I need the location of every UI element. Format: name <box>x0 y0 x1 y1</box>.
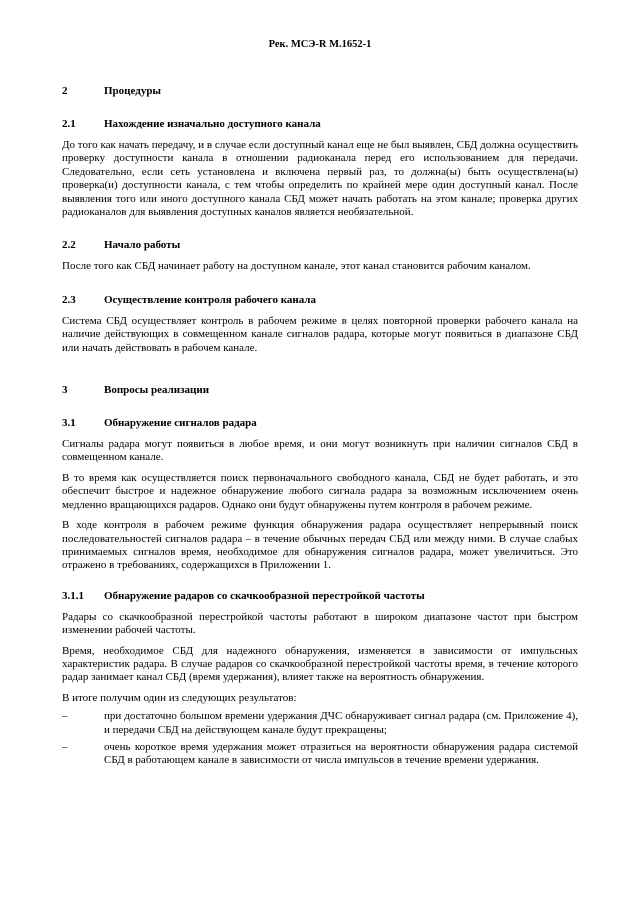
list-item <box>62 741 578 768</box>
section-title: Процедуры <box>104 85 162 97</box>
section-heading-3-1-1 <box>62 589 578 603</box>
section-number: 2.2 <box>62 239 76 252</box>
section-title: Осуществление контроля рабочего канала <box>104 293 316 306</box>
section-heading-2 <box>62 84 578 98</box>
paragraph: Время, необходимое СБД для надежного обнаружения, изменяется в зависимости от импульсных характеристик радара. В случае радаров со скачкообразной перестройкой частоты время, в течение которого радар занимает канал СБД (время удержания), влияет также на вероятность обнаружения. <box>62 644 578 684</box>
paragraph: В итоге получим один из следующих результатов: <box>62 691 297 704</box>
section-number: 2.3 <box>62 293 76 306</box>
paragraph: В то время как осуществляется поиск первоначального свободного канала, СБД не будет работать, и это обеспечит быстрое и надежное обнаружение любого сигнала радара за возможным исключением очень медленно вращающихся радаров. Однако они будут обнаружены путем контроля в рабочем режиме. <box>62 471 578 511</box>
paragraph: Сигналы радара могут появиться в любое время, и они могут возникнуть при наличии сигналов СБД в совмещенном канале. <box>62 438 578 464</box>
list-item-text: при достаточно большом времени удержания ДЧС обнаруживает сигнал радара (см. Приложение 4), и передачи СБД на действующем канале будут прекращены; <box>104 710 578 736</box>
section-number: 3.1.1 <box>62 589 84 602</box>
section-number: 3.1 <box>62 417 76 430</box>
list-dash: – <box>62 740 68 753</box>
section-title: Вопросы реализации <box>104 384 210 397</box>
document-page <box>62 38 578 768</box>
section-number: 3 <box>62 384 68 397</box>
section-number: 2.1 <box>62 118 76 130</box>
list-item <box>62 710 578 737</box>
section-heading-3 <box>62 383 578 397</box>
section-heading-2-2 <box>62 238 578 252</box>
section-number: 2 <box>62 85 68 97</box>
list-item-text: очень короткое время удержания может отразиться на вероятности обнаружения радара системой СБД в работающем канале в зависимости от числа импульсов в течение времени удержания. <box>104 740 578 767</box>
section-title: Обнаружение радаров со скачкообразной перестройкой частоты <box>104 589 425 602</box>
section-title: Нахождение изначально доступного канала <box>104 118 321 130</box>
paragraph: После того как СБД начинает работу на доступном канале, этот канал становится рабочим каналом. <box>62 260 531 273</box>
paragraph: Система СБД осуществляет контроль в рабочем режиме в целях повторной проверки рабочего канала на наличие действующих в совмещенном канале сигналов радара, которые могут появиться в диапазоне СБД или начать действовать в рабочем канале. <box>62 314 578 354</box>
paragraph: До того как начать передачу, и в случае если доступный канал еще не был выявлен, СБД должна осуществить проверку доступности канала в отношении радиоканала перед его использованием для передачи. Следовательно, если сеть установлена и включена первый раз, то должна(ы) быть осуществлена(ы) проверка(и) доступности канала, с тем чтобы определить по крайней мере один доступный канал. После выявления того или иного доступного канала СБД может начать работать на этом канале; проверка других радиоканалов для выявления доступных каналов является необязательной. <box>62 139 578 219</box>
list-dash: – <box>62 710 68 723</box>
running-header: Рек. МСЭ-R M.1652-1 <box>268 39 372 50</box>
paragraph: В ходе контроля в рабочем режиме функция обнаружения радара осуществляет непрерывный поиск последовательностей сигналов радара – в течение обычных передач СБД или между ними. В случае слабых принимаемых сигналов время, необходимое для обнаружения сигналов радара, может увеличиться. Это отражено в требованиях, содержащихся в Приложении 1. <box>62 519 578 572</box>
section-title: Начало работы <box>104 239 181 252</box>
section-heading-2-1 <box>62 117 578 131</box>
paragraph: Радары со скачкообразной перестройкой частоты работают в широком диапазоне частот при быстром изменении рабочей частоты. <box>62 610 578 637</box>
section-heading-2-3 <box>62 293 578 307</box>
section-heading-3-1 <box>62 416 578 430</box>
section-title: Обнаружение сигналов радара <box>104 417 257 430</box>
